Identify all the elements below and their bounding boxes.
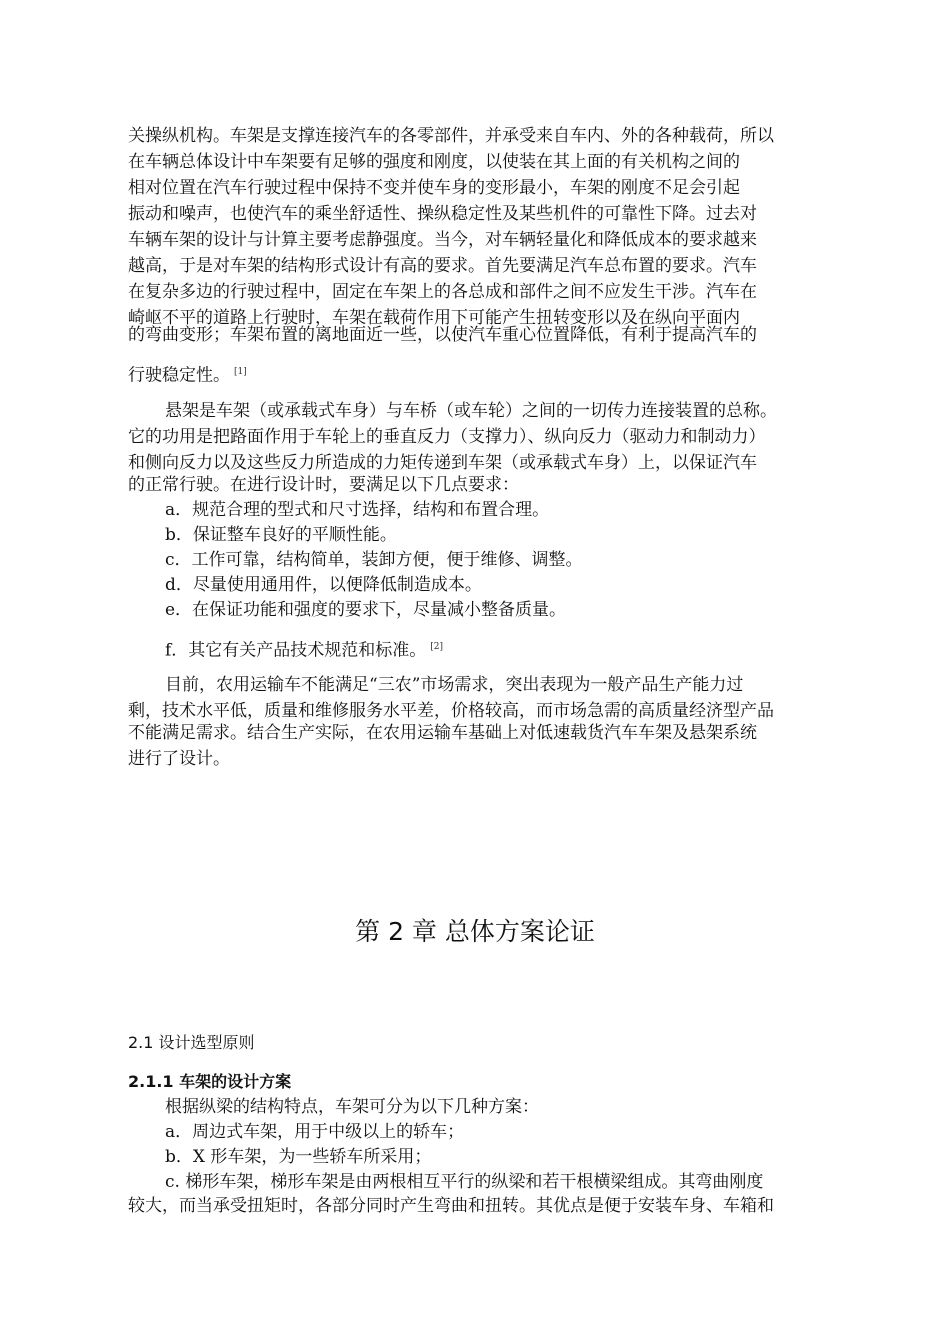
chapter-title: 第 2 章 总体方案论证	[355, 917, 595, 946]
frame-scheme-line: a．周边式车架，用于中级以上的轿车；	[165, 1122, 465, 1142]
intro-last-line	[128, 359, 828, 389]
requirement-item: a．规范合理的型式和尺寸选择，结构和布置合理。	[165, 500, 550, 520]
reference-marker[interactable]: [2]	[430, 642, 444, 652]
frame-scheme-line: 较大，而当承受扭矩时，各部分同时产生弯曲和扭转。其优点是便于安装车身、车箱和	[128, 1196, 774, 1216]
intro-line: 在复杂多边的行驶过程中，固定在车架上的各总成和部件之间不应发生干涉。汽车在	[128, 282, 757, 302]
requirement-item-last	[165, 634, 828, 664]
current-line: 目前，农用运输车不能满足“三农”市场需求，突出表现为一般产品生产能力过	[165, 675, 744, 695]
suspension-line: 它的功用是把路面作用于车轮上的垂直反力（支撑力）、纵向反力（驱动力和制动力）	[128, 427, 766, 447]
current-line: 不能满足需求。结合生产实际，在农用运输车基础上对低速载货汽车车架及悬架系统	[128, 723, 757, 743]
intro-line: 越高，于是对车架的结构形式设计有高的要求。首先要满足汽车总布置的要求。汽车	[128, 256, 757, 276]
intro-line: 振动和噪声，也使汽车的乘坐舒适性、操纵稳定性及某些机件的可靠性下降。过去对	[128, 204, 757, 224]
requirement-last-text: f．其它有关产品技术规范和标准。	[165, 640, 427, 661]
intro-line: 在车辆总体设计中车架要有足够的强度和刚度，以使装在其上面的有关机构之间的	[128, 152, 740, 172]
suspension-line: 和侧向反力以及这些反力所造成的力矩传递到车架（或承载式车身）上，以保证汽车	[128, 453, 757, 473]
requirement-item: e．在保证功能和强度的要求下，尽量减小整备质量。	[165, 600, 567, 620]
section-heading: 2.1 设计选型原则	[128, 1033, 255, 1052]
requirement-item: c．工作可靠，结构简单，装卸方便，便于维修、调整。	[165, 550, 583, 570]
frame-scheme-line: c. 梯形车架，梯形车架是由两根相互平行的纵梁和若干根横梁组成。其弯曲刚度	[165, 1172, 764, 1192]
subsection-heading: 2.1.1 车架的设计方案	[128, 1072, 292, 1091]
requirement-item: d．尽量使用通用件，以便降低制造成本。	[165, 575, 482, 595]
reference-marker[interactable]: [1]	[234, 367, 247, 377]
suspension-line: 的正常行驶。在进行设计时，要满足以下几点要求：	[128, 475, 519, 495]
intro-line: 关操纵机构。车架是支撑连接汽车的各零部件，并承受来自车内、外的各种载荷，所以	[128, 126, 774, 146]
current-line: 进行了设计。	[128, 749, 230, 769]
frame-scheme-line: b．X 形车架，为一些轿车所采用；	[165, 1147, 432, 1167]
intro-line: 相对位置在汽车行驶过程中保持不变并使车身的变形最小，车架的刚度不足会引起	[128, 178, 740, 198]
intro-line: 的弯曲变形；车架布置的离地面近一些，以使汽车重心位置降低，有利于提高汽车的	[128, 325, 757, 345]
intro-line: 崎岖不平的道路上行驶时，车架在载荷作用下可能产生扭转变形以及在纵向平面内	[128, 308, 740, 328]
intro-line: 车辆车架的设计与计算主要考虑静强度。当今，对车辆轻量化和降低成本的要求越来	[128, 230, 757, 250]
suspension-line: 悬架是车架（或承载式车身）与车桥（或车轮）之间的一切传力连接装置的总称。	[165, 401, 777, 421]
current-line: 剩，技术水平低，质量和维修服务水平差，价格较高，而市场急需的高质量经济型产品	[128, 701, 774, 721]
requirement-item: b．保证整车良好的平顺性能。	[165, 525, 397, 545]
frame-scheme-line: 根据纵梁的结构特点，车架可分为以下几种方案：	[165, 1097, 539, 1117]
intro-last-text: 行驶稳定性。	[128, 365, 230, 386]
